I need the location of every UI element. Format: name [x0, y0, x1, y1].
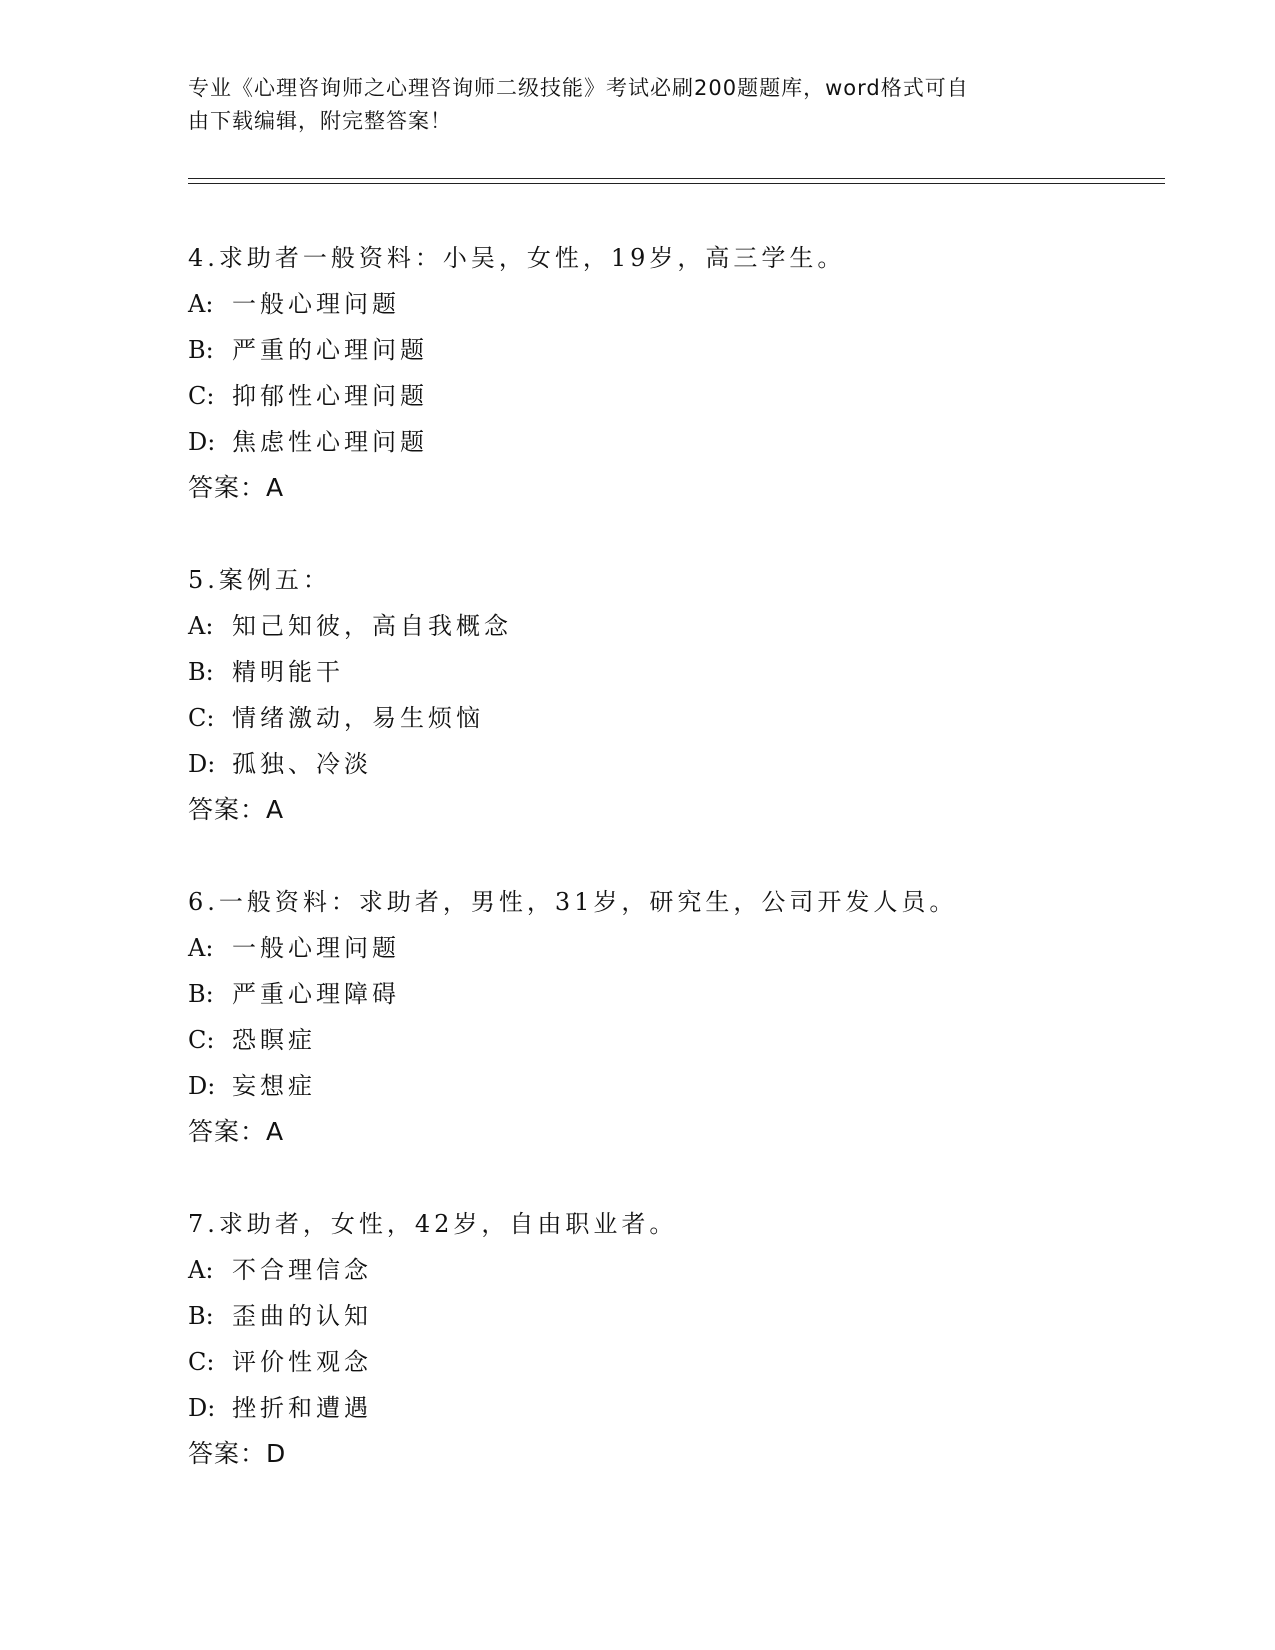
option-letter: A:	[188, 934, 214, 962]
option-letter: C:	[188, 382, 215, 410]
option-a	[188, 603, 1168, 649]
option-text: 孤独、冷淡	[232, 750, 372, 778]
option-letter: B:	[188, 1302, 214, 1330]
option-b	[188, 649, 1168, 695]
option-a	[188, 925, 1168, 971]
option-text: 歪曲的认知	[232, 1302, 372, 1330]
option-letter: D:	[188, 428, 216, 456]
option-letter: D:	[188, 1394, 216, 1422]
question-stem: 5.案例五：	[188, 566, 331, 594]
option-letter: C:	[188, 704, 215, 732]
option-letter: D:	[188, 1072, 216, 1100]
option-letter: B:	[188, 336, 214, 364]
option-d	[188, 1063, 1168, 1109]
option-text: 恐瞑症	[232, 1026, 316, 1054]
option-text: 严重的心理问题	[232, 336, 428, 364]
option-text: 抑郁性心理问题	[232, 382, 428, 410]
answer-line: 答案：D	[188, 1439, 287, 1468]
option-c	[188, 1339, 1168, 1385]
option-c	[188, 695, 1168, 741]
option-text: 知己知彼，高自我概念	[232, 612, 512, 640]
answer-line: 答案：A	[188, 473, 285, 502]
option-c	[188, 373, 1168, 419]
option-d	[188, 741, 1168, 787]
option-letter: B:	[188, 658, 214, 686]
option-text: 焦虑性心理问题	[232, 428, 428, 456]
option-b	[188, 327, 1168, 373]
header-divider-top	[188, 178, 1165, 179]
option-text: 严重心理障碍	[232, 980, 400, 1008]
answer-line: 答案：A	[188, 795, 285, 824]
option-text: 不合理信念	[232, 1256, 372, 1284]
option-text: 精明能干	[232, 658, 344, 686]
header-line-2: 由下载编辑，附完整答案！	[188, 109, 452, 133]
option-text: 挫折和遭遇	[232, 1394, 372, 1422]
option-c	[188, 1017, 1168, 1063]
option-a	[188, 281, 1168, 327]
option-b	[188, 971, 1168, 1017]
question-block	[188, 557, 1168, 833]
question-stem: 4.求助者一般资料：小吴，女性，19岁，高三学生。	[188, 244, 846, 272]
answer-line: 答案：A	[188, 1117, 285, 1146]
option-letter: A:	[188, 1256, 214, 1284]
option-letter: D:	[188, 750, 216, 778]
option-text: 一般心理问题	[232, 934, 400, 962]
option-text: 一般心理问题	[232, 290, 400, 318]
option-text: 妄想症	[232, 1072, 316, 1100]
option-text: 评价性观念	[232, 1348, 372, 1376]
option-a	[188, 1247, 1168, 1293]
question-block	[188, 235, 1168, 511]
header-divider-bottom	[188, 183, 1165, 184]
option-letter: A:	[188, 290, 214, 318]
option-letter: B:	[188, 980, 214, 1008]
question-block	[188, 879, 1168, 1155]
option-b	[188, 1293, 1168, 1339]
option-letter: C:	[188, 1348, 215, 1376]
option-letter: C:	[188, 1026, 215, 1054]
question-block	[188, 1201, 1168, 1477]
option-d	[188, 419, 1168, 465]
document-header	[188, 72, 1068, 138]
question-stem: 7.求助者，女性，42岁，自由职业者。	[188, 1210, 678, 1238]
option-d	[188, 1385, 1168, 1431]
option-letter: A:	[188, 612, 214, 640]
option-text: 情绪激动，易生烦恼	[232, 704, 484, 732]
question-stem: 6.一般资料：求助者，男性，31岁，研究生，公司开发人员。	[188, 888, 958, 916]
header-line-1: 专业《心理咨询师之心理咨询师二级技能》考试必刷200题题库，word格式可自	[188, 76, 969, 100]
